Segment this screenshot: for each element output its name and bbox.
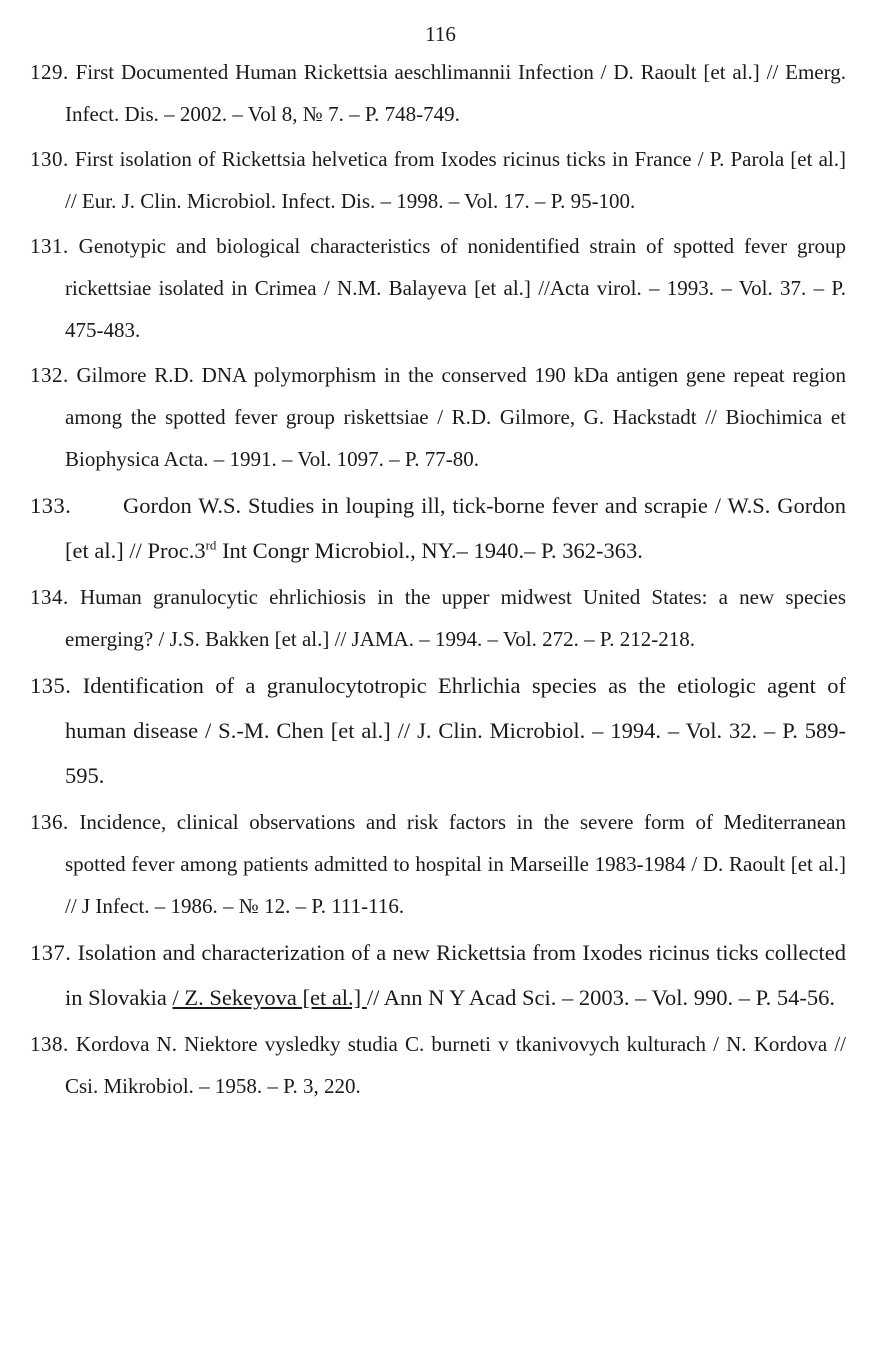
reference-number: 135. <box>30 673 72 698</box>
page-number: 116 <box>425 22 456 46</box>
reference-number: 132. <box>30 363 69 387</box>
reference-text-continued: // Ann N Y Acad Sci. – 2003. – Vol. 990. – P. 54-56. <box>366 985 835 1010</box>
reference-text: Kordova N. Niektore vysledky studia C. burneti v tkanivovych kulturach / N. Kordova // Csi. Mikrobiol. – 1958. – P. 3, 220. <box>65 1032 847 1098</box>
reference-number: 130. <box>30 147 69 171</box>
reference-item <box>30 663 846 798</box>
reference-number: 129. <box>30 60 69 84</box>
reference-item <box>30 801 846 927</box>
reference-item <box>30 225 846 351</box>
reference-text: Human granulocytic ehrlichiosis in the upper midwest United States: a new species emerging? / J.S. Bakken [et al.] // JAMA. – 1994. – Vol. 272. – P. 212-218. <box>65 585 846 651</box>
underlined-author-citation: / Z. Sekeyova [et al.] <box>172 985 367 1010</box>
ordinal-superscript: rd <box>205 537 217 553</box>
reference-text: Genotypic and biological characteristics of nonidentified strain of spotted fever group rickettsiae isolated in Crimea / N.M. Balayeva [et al.] //Acta virol. – 1993. – Vol. 37. – P. 475-483. <box>65 234 846 342</box>
reference-item <box>30 1023 846 1107</box>
reference-number: 138. <box>30 1032 69 1056</box>
reference-number: 137. <box>30 940 72 965</box>
reference-number: 131. <box>30 234 69 258</box>
reference-text: Gordon W.S. Studies in louping ill, tick-borne fever and scrapie / W.S. Gordon [et al.] // Proc.3 <box>65 493 846 563</box>
reference-item <box>30 930 846 1020</box>
reference-text: First isolation of Rickettsia helvetica from Ixodes ricinus ticks in France / P. Parola [et al.] // Eur. J. Clin. Microbiol. Infect. Dis. – 1998. – Vol. 17. – P. 95-100. <box>65 147 846 213</box>
reference-number: 134. <box>30 585 69 609</box>
reference-text-continued: Int Congr Microbiol., NY.– 1940.– P. 362-363. <box>216 538 643 563</box>
reference-number: 136. <box>30 810 69 834</box>
reference-number: 133. <box>30 493 72 518</box>
reference-text: Gilmore R.D. DNA polymorphism in the conserved 190 kDa antigen gene repeat region among the spotted fever group riskettsiae / R.D. Gilmore, G. Hackstadt // Biochimica et Biophysica Acta. – 1991. – Vol. 1097. – P. 77-80. <box>65 363 846 471</box>
reference-item <box>30 576 846 660</box>
reference-text: First Documented Human Rickettsia aeschlimannii Infection / D. Raoult [et al.] // Emerg. Infect. Dis. – 2002. – Vol 8, № 7. – P. 748-749. <box>65 60 846 126</box>
reference-text: Identification of a granulocytotropic Ehrlichia species as the etiologic agent of human disease / S.-M. Chen [et al.] // J. Clin. Microbiol. – 1994. – Vol. 32. – P. 589-595. <box>65 673 846 788</box>
reference-item <box>30 354 846 480</box>
reference-list <box>30 51 846 1110</box>
reference-item <box>30 51 846 135</box>
reference-item <box>30 138 846 222</box>
reference-text: Incidence, clinical observations and risk factors in the severe form of Mediterranean spotted fever among patients admitted to hospital in Marseille 1983-1984 / D. Raoult [et al.] // J Infect. – 1986. – № 12. – P. 111-116. <box>65 810 846 918</box>
reference-item <box>30 483 846 573</box>
reference-text: Isolation and characterization of a new Rickettsia from Ixodes ricinus ticks collected in Slovakia <box>65 940 846 1010</box>
